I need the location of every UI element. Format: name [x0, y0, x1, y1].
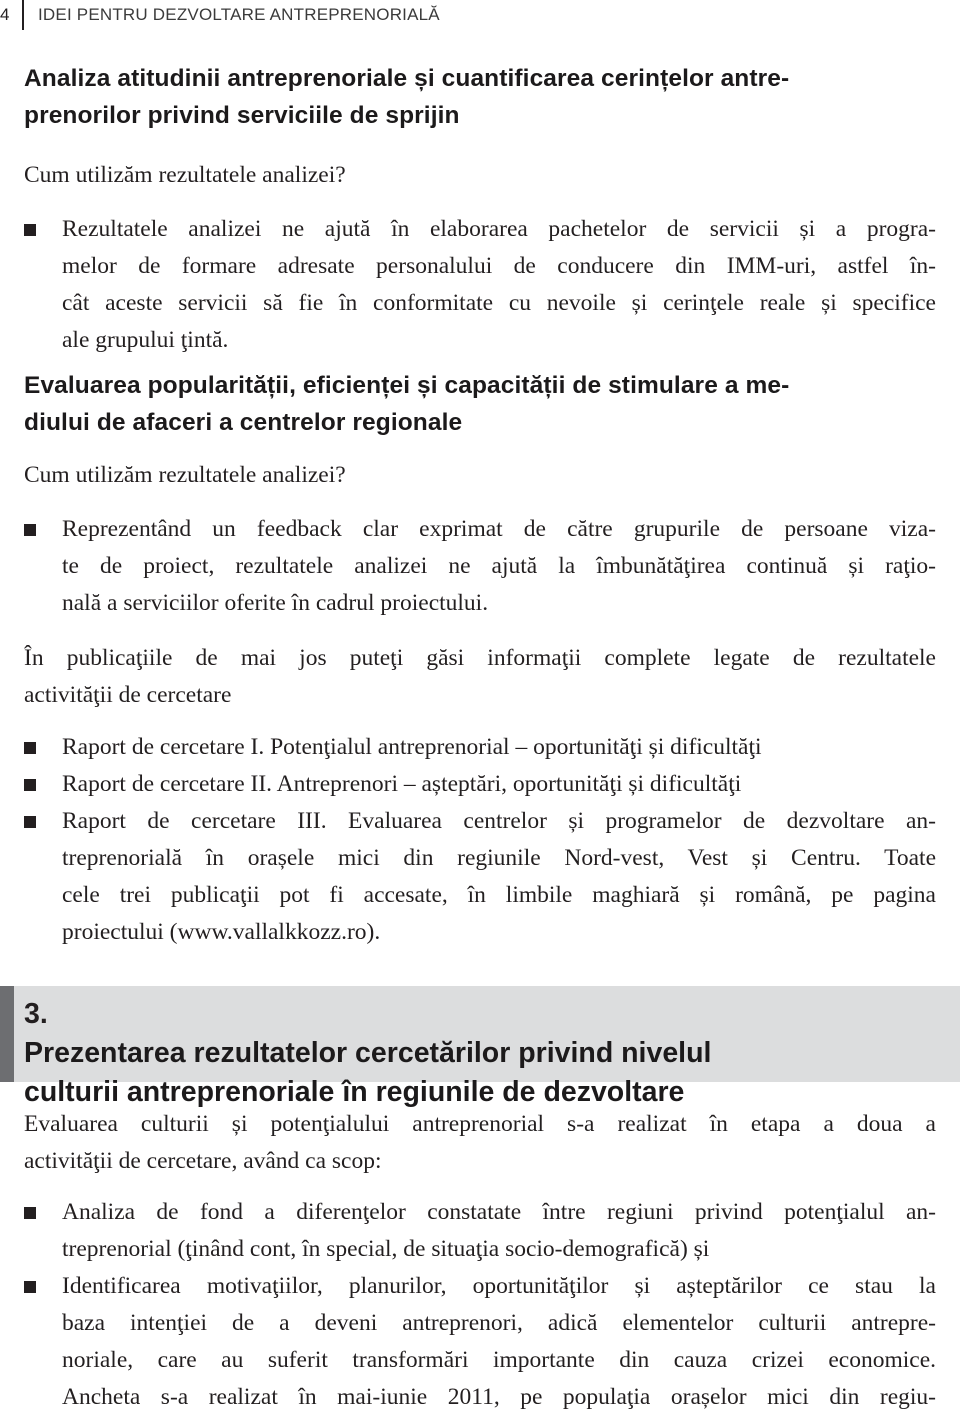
chapter-number: 3.: [24, 998, 48, 1030]
section-culture-evaluation: [24, 1106, 936, 1416]
text-line: activităţii de cercetare, având ca scop:: [24, 1148, 382, 1174]
text-line: ale grupului ţintă.: [62, 327, 229, 353]
list-item: [24, 803, 936, 951]
text-line: Rezultatele analizei ne ajută în elaborarea pachetelor de servicii și a progra-: [62, 216, 936, 242]
running-title: IDEI PENTRU DEZVOLTARE ANTREPRENORIALĂ: [38, 5, 440, 24]
section-question: Cum utilizăm rezultatele analizei?: [24, 462, 346, 488]
text-line: nală a serviciilor oferite în cadrul proiectului.: [62, 590, 489, 616]
list-item: [24, 766, 936, 803]
bullet-list: [24, 211, 936, 359]
chapter-title-text: Prezentarea rezultatelor cercetărilor privind nivelul: [24, 1037, 712, 1069]
intro-paragraph: [24, 1106, 936, 1180]
section-title-line: Evaluarea popularității, eficienței și capacității de stimulare a me-: [24, 372, 790, 399]
text-line: treprenorial (ţinând cont, în special, de situaţia socio-demografică) și: [62, 1236, 710, 1262]
text-line: Raport de cercetare III. Evaluarea centrelor și programelor de dezvoltare an-: [62, 808, 936, 834]
chapter-title: [24, 995, 711, 1112]
list-item: [24, 211, 936, 359]
bullet-list: [24, 511, 936, 622]
list-item: [24, 1194, 936, 1268]
section-title: [24, 60, 936, 134]
text-line: Ancheta s-a realizat în mai-iunie 2011, pe populaţia orașelor mici din regiu-: [62, 1384, 936, 1410]
list-item: [24, 729, 936, 766]
section-title-line: Analiza atitudinii antreprenoriale și cuantificarea cerințelor antre-: [24, 65, 790, 92]
section-question: Cum utilizăm rezultatele analizei?: [24, 162, 346, 188]
report-link-text: Raport de cercetare I. Potenţialul antreprenorial – oportunităţi și dificultăţi: [62, 734, 762, 760]
text-line: Analiza de fond a diferenţelor constatate între regiuni privind potenţialul an-: [62, 1199, 936, 1225]
text-line: activităţii de cercetare: [24, 682, 232, 708]
text-line: cât aceste servicii să fie în conformitate cu nevoile și cerinţele reale și specifice: [62, 290, 936, 316]
square-bullet-icon: [24, 779, 36, 791]
page-number: 4: [0, 5, 10, 24]
section-title-line: diului de afaceri a centrelor regionale: [24, 409, 463, 436]
text-line: Identificarea motivaţiilor, planurilor, oportunităţilor și așteptărilor ce stau la: [62, 1273, 936, 1299]
text-line: baza intenţiei de a deveni antreprenori, adică elementelor culturii antrepre-: [62, 1310, 936, 1336]
square-bullet-icon: [24, 524, 36, 536]
page-header: [0, 0, 960, 36]
square-bullet-icon: [24, 1207, 36, 1219]
report-link-text: Raport de cercetare II. Antreprenori – așteptări, oportunităţi și dificultăţi: [62, 771, 742, 797]
section-entrepreneurial-attitude: [24, 60, 936, 359]
chapter-title-line: [24, 995, 711, 1073]
square-bullet-icon: [24, 816, 36, 828]
chapter-title-line: culturii antreprenoriale în regiunile de dezvoltare: [24, 1076, 685, 1108]
header-divider: [22, 0, 24, 30]
text-line: te de proiect, rezultatele analizei ne ajută la îmbunătăţirea continuă și raţio-: [62, 553, 936, 579]
text-line: noriale, care au suferit transformări importante din cauza crizei economice.: [62, 1347, 936, 1373]
chapter-heading: [0, 986, 960, 1108]
text-line: melor de formare adresate personalului de conducere din IMM-uri, astfel în-: [62, 253, 936, 279]
text-line: În publicaţiile de mai jos puteţi găsi informaţii complete legate de rezultatele: [24, 645, 936, 671]
section-regional-centers: [24, 367, 936, 951]
square-bullet-icon: [24, 742, 36, 754]
reports-list: [24, 729, 936, 951]
square-bullet-icon: [24, 1281, 36, 1293]
section-title: [24, 367, 936, 441]
goals-list: [24, 1194, 936, 1416]
publications-intro: [24, 640, 936, 714]
list-item: [24, 1268, 936, 1416]
text-line: treprenorială în orașele mici din regiunile Nord-vest, Vest și Centru. Toate: [62, 845, 936, 871]
text-line: Reprezentând un feedback clar exprimat de către grupurile de persoane viza-: [62, 516, 936, 542]
chapter-accent-bar: [0, 986, 14, 1082]
section-title-line: prenorilor privind serviciile de sprijin: [24, 102, 460, 129]
square-bullet-icon: [24, 224, 36, 236]
main-content: [24, 60, 936, 951]
text-line: cele trei publicaţii pot fi accesate, în limbile maghiară și română, pe pagina: [62, 882, 936, 908]
text-line: proiectului (www.vallalkkozz.ro).: [62, 919, 381, 945]
list-item: [24, 511, 936, 622]
text-line: Evaluarea culturii și potenţialului antreprenorial s-a realizat în etapa a doua a: [24, 1111, 936, 1137]
